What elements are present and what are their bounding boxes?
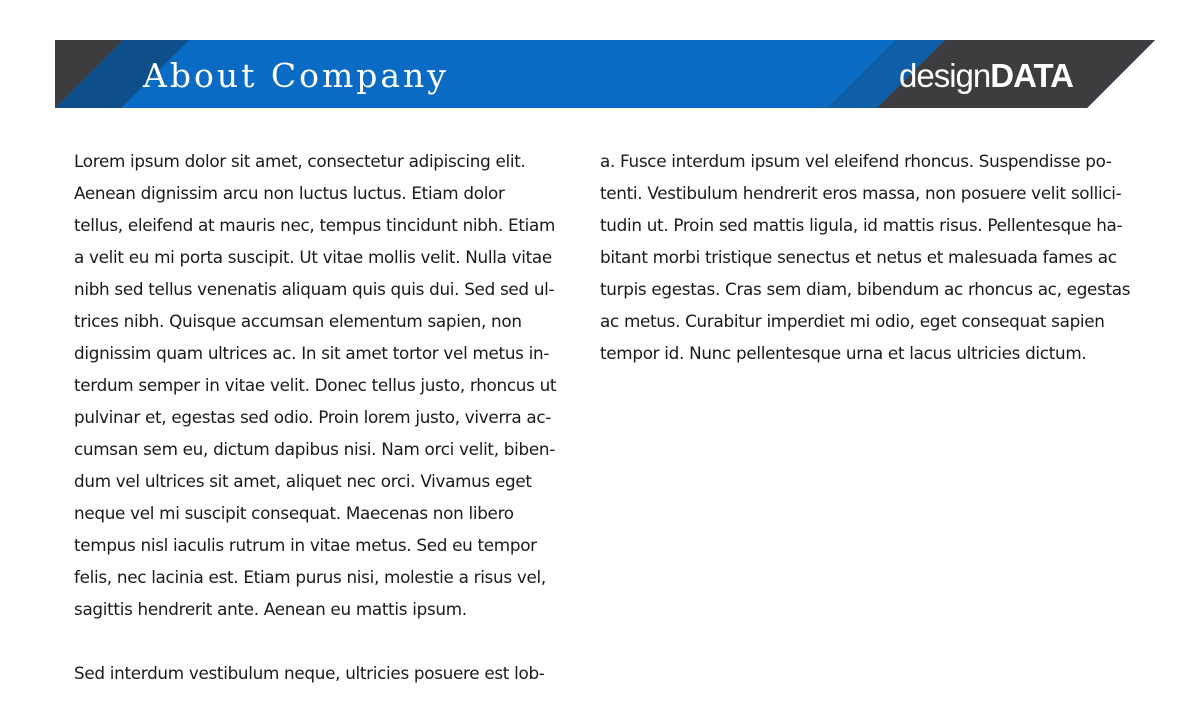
text-line: bitant morbi tristique senectus et netus et malesuada fames ac: [600, 247, 1117, 267]
text-line: pulvinar et, egestas sed odio. Proin lorem justo, viverra ac-: [74, 407, 552, 427]
text-line: cumsan sem eu, dictum dapibus nisi. Nam orci velit, biben-: [74, 439, 555, 459]
brand-logo: [899, 40, 1073, 108]
header-banner: [55, 40, 1155, 108]
text-line: tempor id. Nunc pellentesque urna et lacus ultricies dictum.: [600, 343, 1087, 363]
paragraph-gap: [74, 625, 574, 657]
text-line: ac metus. Curabitur imperdiet mi odio, eget consequat sapien: [600, 311, 1105, 331]
text-line: dum vel ultrices sit amet, aliquet nec orci. Vivamus eget: [74, 471, 532, 491]
text-line: neque vel mi suscipit consequat. Maecenas non libero: [74, 503, 514, 523]
text-line: a. Fusce interdum ipsum vel eleifend rhoncus. Suspendisse po-: [600, 151, 1112, 171]
text-line: Lorem ipsum dolor sit amet, consectetur adipiscing elit.: [74, 151, 526, 171]
text-line: dignissim quam ultrices ac. In sit amet tortor vel metus in-: [74, 343, 550, 363]
page-title: About Company: [143, 56, 449, 95]
text-line: nibh sed tellus venenatis aliquam quis quis dui. Sed sed ul-: [74, 279, 555, 299]
text-line: Sed interdum vestibulum neque, ultricies posuere est lob-: [74, 663, 545, 683]
text-line: a velit eu mi porta suscipit. Ut vitae mollis velit. Nulla vitae: [74, 247, 552, 267]
left-text-column: [74, 145, 574, 689]
text-line: Aenean dignissim arcu non luctus luctus. Etiam dolor: [74, 183, 505, 203]
logo-text-bold: DATA: [990, 57, 1074, 94]
text-line: felis, nec lacinia est. Etiam purus nisi, molestie a risus vel,: [74, 567, 546, 587]
right-text-column: [600, 145, 1160, 369]
text-line: tempus nisl iaculis rutrum in vitae metus. Sed eu tempor: [74, 535, 537, 555]
text-line: tellus, eleifend at mauris nec, tempus tincidunt nibh. Etiam: [74, 215, 556, 235]
text-line: sagittis hendrerit ante. Aenean eu mattis ipsum.: [74, 599, 467, 619]
text-line: tenti. Vestibulum hendrerit eros massa, non posuere velit sollici-: [600, 183, 1122, 203]
logo-text-light: design: [899, 57, 991, 94]
text-line: tudin ut. Proin sed mattis ligula, id mattis risus. Pellentesque ha-: [600, 215, 1123, 235]
text-line: terdum semper in vitae velit. Donec tellus justo, rhoncus ut: [74, 375, 557, 395]
text-line: turpis egestas. Cras sem diam, bibendum ac rhoncus ac, egestas: [600, 279, 1131, 299]
text-line: trices nibh. Quisque accumsan elementum sapien, non: [74, 311, 522, 331]
